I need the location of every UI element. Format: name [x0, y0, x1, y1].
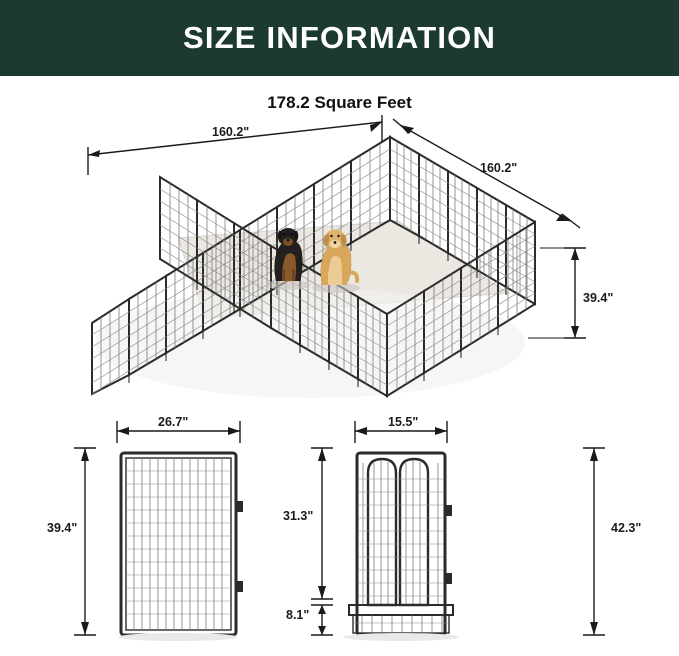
gate-panel-width-label: 15.5": [388, 415, 419, 429]
panel-diagrams: [0, 413, 679, 643]
single-panel: [118, 453, 243, 641]
page-title: SIZE INFORMATION: [182, 20, 497, 55]
single-panel-height-label: 39.4": [47, 521, 78, 535]
gate-total-height-label: 42.3": [611, 521, 642, 535]
dimension-lines-right-height: [528, 248, 586, 338]
panel-hinge-bottom: [236, 581, 243, 592]
gate-hinge-top: [445, 505, 452, 516]
pen-height-dimension-label: 39.4": [583, 291, 614, 305]
single-panel-width-label: 26.7": [158, 415, 189, 429]
subtitle-area-label: 178.2 Square Feet: [267, 93, 412, 112]
pen-wall-left-corner: [127, 168, 160, 259]
gate-base-height-dimension: [311, 605, 333, 635]
pen-diagram: [0, 113, 679, 413]
gate-height-dimension: [311, 448, 333, 599]
panel-hinge-top: [236, 501, 243, 512]
header-banner: [0, 0, 679, 76]
single-panel-height-dimension: [74, 448, 96, 635]
gate-total-height-dimension: [583, 448, 605, 635]
gate-base-height-label: 8.1": [286, 608, 310, 622]
pen-top-right-dimension-label: 160.2": [480, 161, 518, 175]
pen-illustration: [0, 113, 679, 413]
panel-illustrations: [0, 413, 679, 643]
gate-hinge-bottom: [445, 573, 452, 584]
gate-base: [349, 605, 453, 615]
pen-top-left-dimension-label: 160.2": [212, 125, 250, 139]
gate-panel-height-label: 31.3": [283, 509, 314, 523]
gate-panel: [343, 453, 459, 641]
